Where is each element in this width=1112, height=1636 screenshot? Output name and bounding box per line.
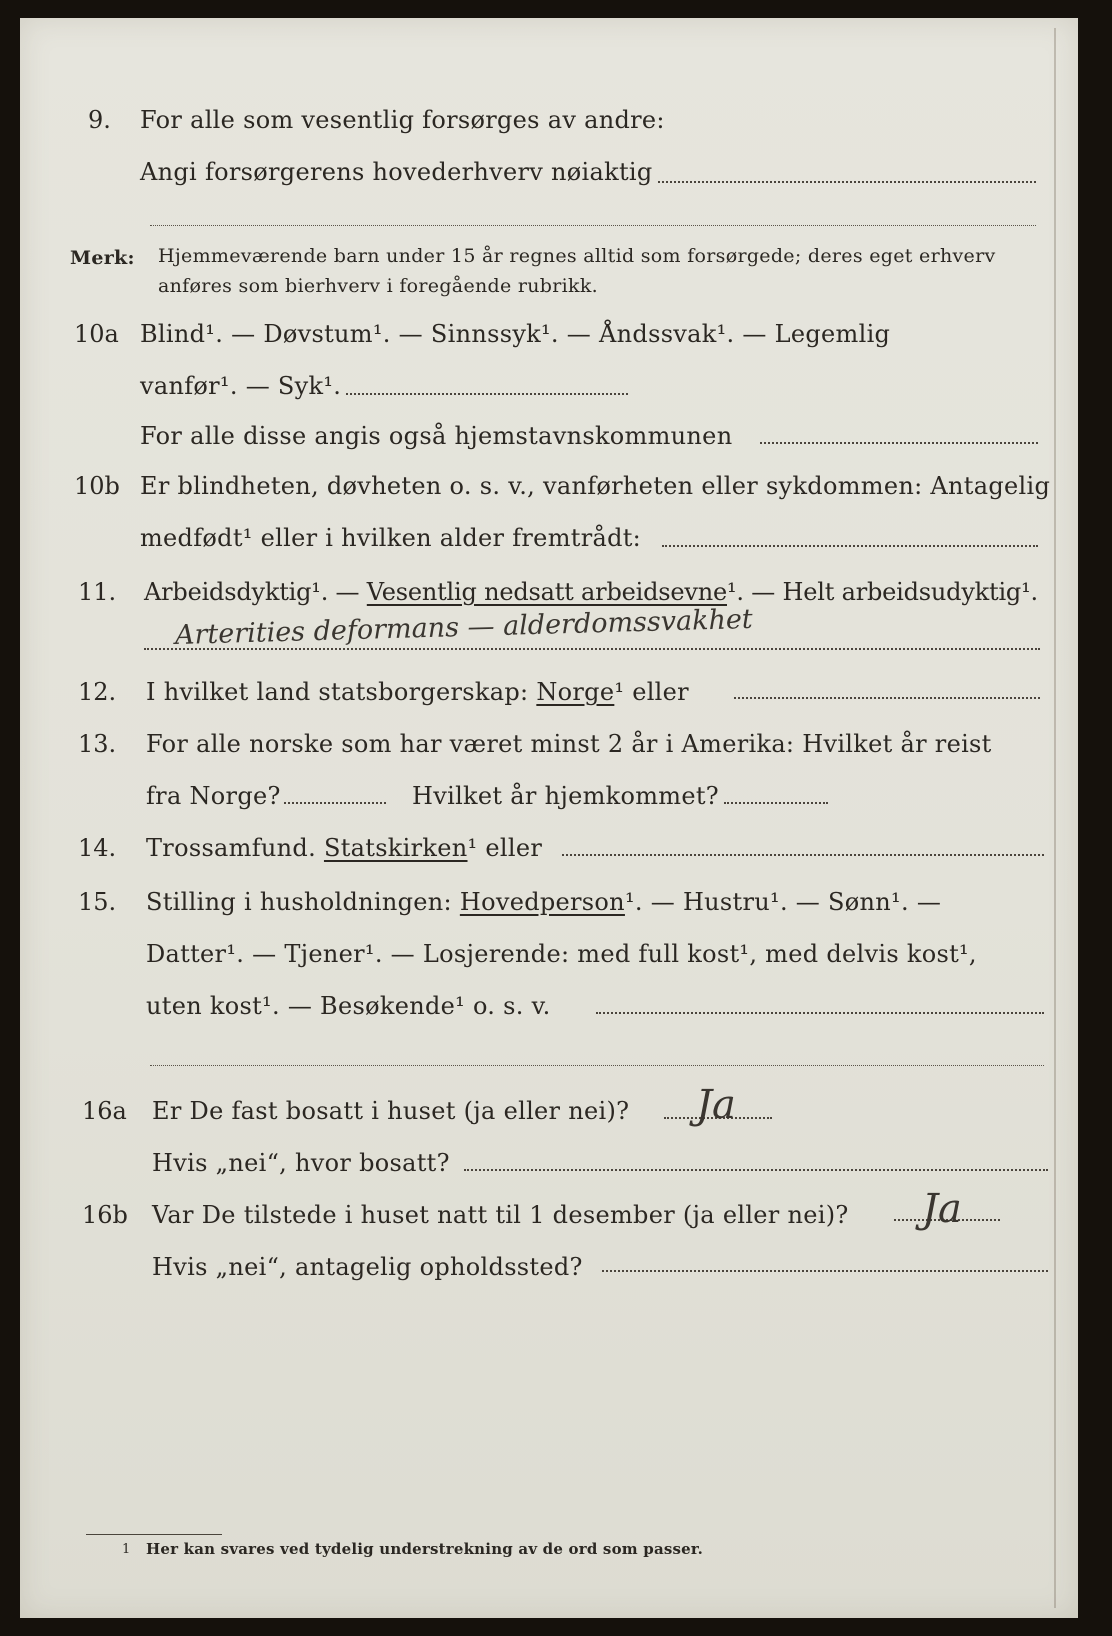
question-16b-number: 16b — [82, 1201, 128, 1229]
question-16b-line-1: Var De tilstede i huset natt til 1 desember (ja eller nei)? — [152, 1201, 849, 1229]
answer-line-13-reist — [284, 802, 386, 804]
answer-line-10a-syk — [346, 393, 628, 395]
handwritten-answer-16a: Ja — [696, 1082, 736, 1128]
question-10a-number: 10a — [74, 320, 119, 348]
merk-label: Merk: — [70, 247, 135, 269]
question-16a-line-2: Hvis „nei“, hvor bosatt? — [152, 1149, 450, 1177]
question-15-options: ¹. — Hustru¹. — Sønn¹. — — [624, 888, 942, 916]
question-10b-number: 10b — [74, 472, 120, 500]
option-hovedperson-underlined: Hovedperson — [459, 888, 625, 916]
question-16a-number: 16a — [82, 1097, 127, 1125]
question-10b-line-1: Er blindheten, døvheten o. s. v., vanførheten eller sykdommen: Antagelig — [140, 472, 1051, 500]
answer-line-16b-opholdssted — [602, 1270, 1048, 1272]
answer-line-11 — [144, 648, 1040, 650]
option-eller: ¹ eller — [467, 834, 543, 862]
question-16a-line-1: Er De fast bosatt i huset (ja eller nei)? — [152, 1097, 630, 1125]
question-13-line-2b: Hvilket år hjemkommet? — [412, 782, 719, 810]
question-10b-line-2: medfødt¹ eller i hvilken alder fremtrådt: — [140, 524, 642, 552]
question-10a-line-3: For alle disse angis også hjemstavnskommunen — [140, 422, 733, 450]
answer-line-13-hjemkommet — [724, 802, 828, 804]
question-14-label: Trossamfund. — [146, 834, 324, 862]
question-15-line-2: Datter¹. — Tjener¹. — Losjerende: med full kost¹, med delvis kost¹, — [146, 940, 977, 968]
answer-line-15-extra — [150, 1065, 1044, 1066]
footnote-mark: 1 — [122, 1542, 131, 1557]
option-helt-arbeidsudyktig: ¹. — Helt arbeidsudyktig¹. — [727, 578, 1038, 606]
merk-line-2: anføres som bierhverv i foregående rubrikk. — [158, 275, 598, 297]
option-eller: ¹ eller — [614, 678, 689, 706]
option-arbeidsdyktig: Arbeidsdyktig¹. — — [144, 578, 367, 606]
question-12-text — [146, 678, 689, 706]
answer-line-14 — [562, 854, 1044, 856]
answer-line-12 — [734, 697, 1040, 699]
question-14-number: 14. — [78, 834, 117, 862]
question-14-text — [146, 834, 542, 862]
question-13-number: 13. — [78, 730, 117, 758]
handwritten-answer-11: Arterities deformans — alderdomssvakhet — [174, 603, 754, 651]
answer-line-16a-bosatt — [464, 1169, 1048, 1171]
question-9-number: 9. — [88, 106, 111, 134]
question-9-line-1: For alle som vesentlig forsørges av andre: — [140, 106, 665, 134]
merk-line-1: Hjemmeværende barn under 15 år regnes alltid som forsørgede; deres eget erhverv — [158, 245, 996, 267]
option-norge-underlined: Norge — [536, 678, 615, 706]
option-statskirken-underlined: Statskirken — [323, 834, 468, 862]
handwritten-answer-16b: Ja — [922, 1186, 962, 1232]
question-12-label: I hvilket land statsborgerskap: — [146, 678, 537, 706]
question-16b-line-2: Hvis „nei“, antagelig opholdssted? — [152, 1253, 583, 1281]
question-11-text — [144, 578, 1038, 606]
footnote-rule — [86, 1534, 222, 1535]
option-vesentlig-nedsatt-underlined: Vesentlig nedsatt arbeidsevne — [366, 578, 727, 606]
question-13-line-2a: fra Norge? — [146, 782, 281, 810]
question-9-line-2: Angi forsørgerens hovederhverv nøiaktig — [140, 158, 653, 186]
question-11-number: 11. — [78, 578, 117, 606]
question-12-number: 12. — [78, 678, 117, 706]
answer-line-10a-hjemstavn — [760, 442, 1038, 444]
question-10a-line-2: vanfør¹. — Syk¹. — [140, 372, 342, 400]
footnote-text: Her kan svares ved tydelig understrekning av de ord som passer. — [146, 1540, 704, 1558]
question-15-number: 15. — [78, 888, 117, 916]
answer-line-9-extra — [150, 225, 1036, 226]
question-15-line-1 — [146, 888, 941, 916]
answer-line-9 — [658, 181, 1036, 183]
question-15-label: Stilling i husholdningen: — [146, 888, 460, 916]
answer-line-15 — [596, 1012, 1044, 1014]
question-13-line-1: For alle norske som har været minst 2 år i Amerika: Hvilket år reist — [146, 730, 992, 758]
answer-line-10b — [662, 545, 1038, 547]
question-15-line-3: uten kost¹. — Besøkende¹ o. s. v. — [146, 992, 551, 1020]
question-10a-line-1: Blind¹. — Døvstum¹. — Sinnssyk¹. — Åndssvak¹. — Legemlig — [140, 320, 891, 348]
